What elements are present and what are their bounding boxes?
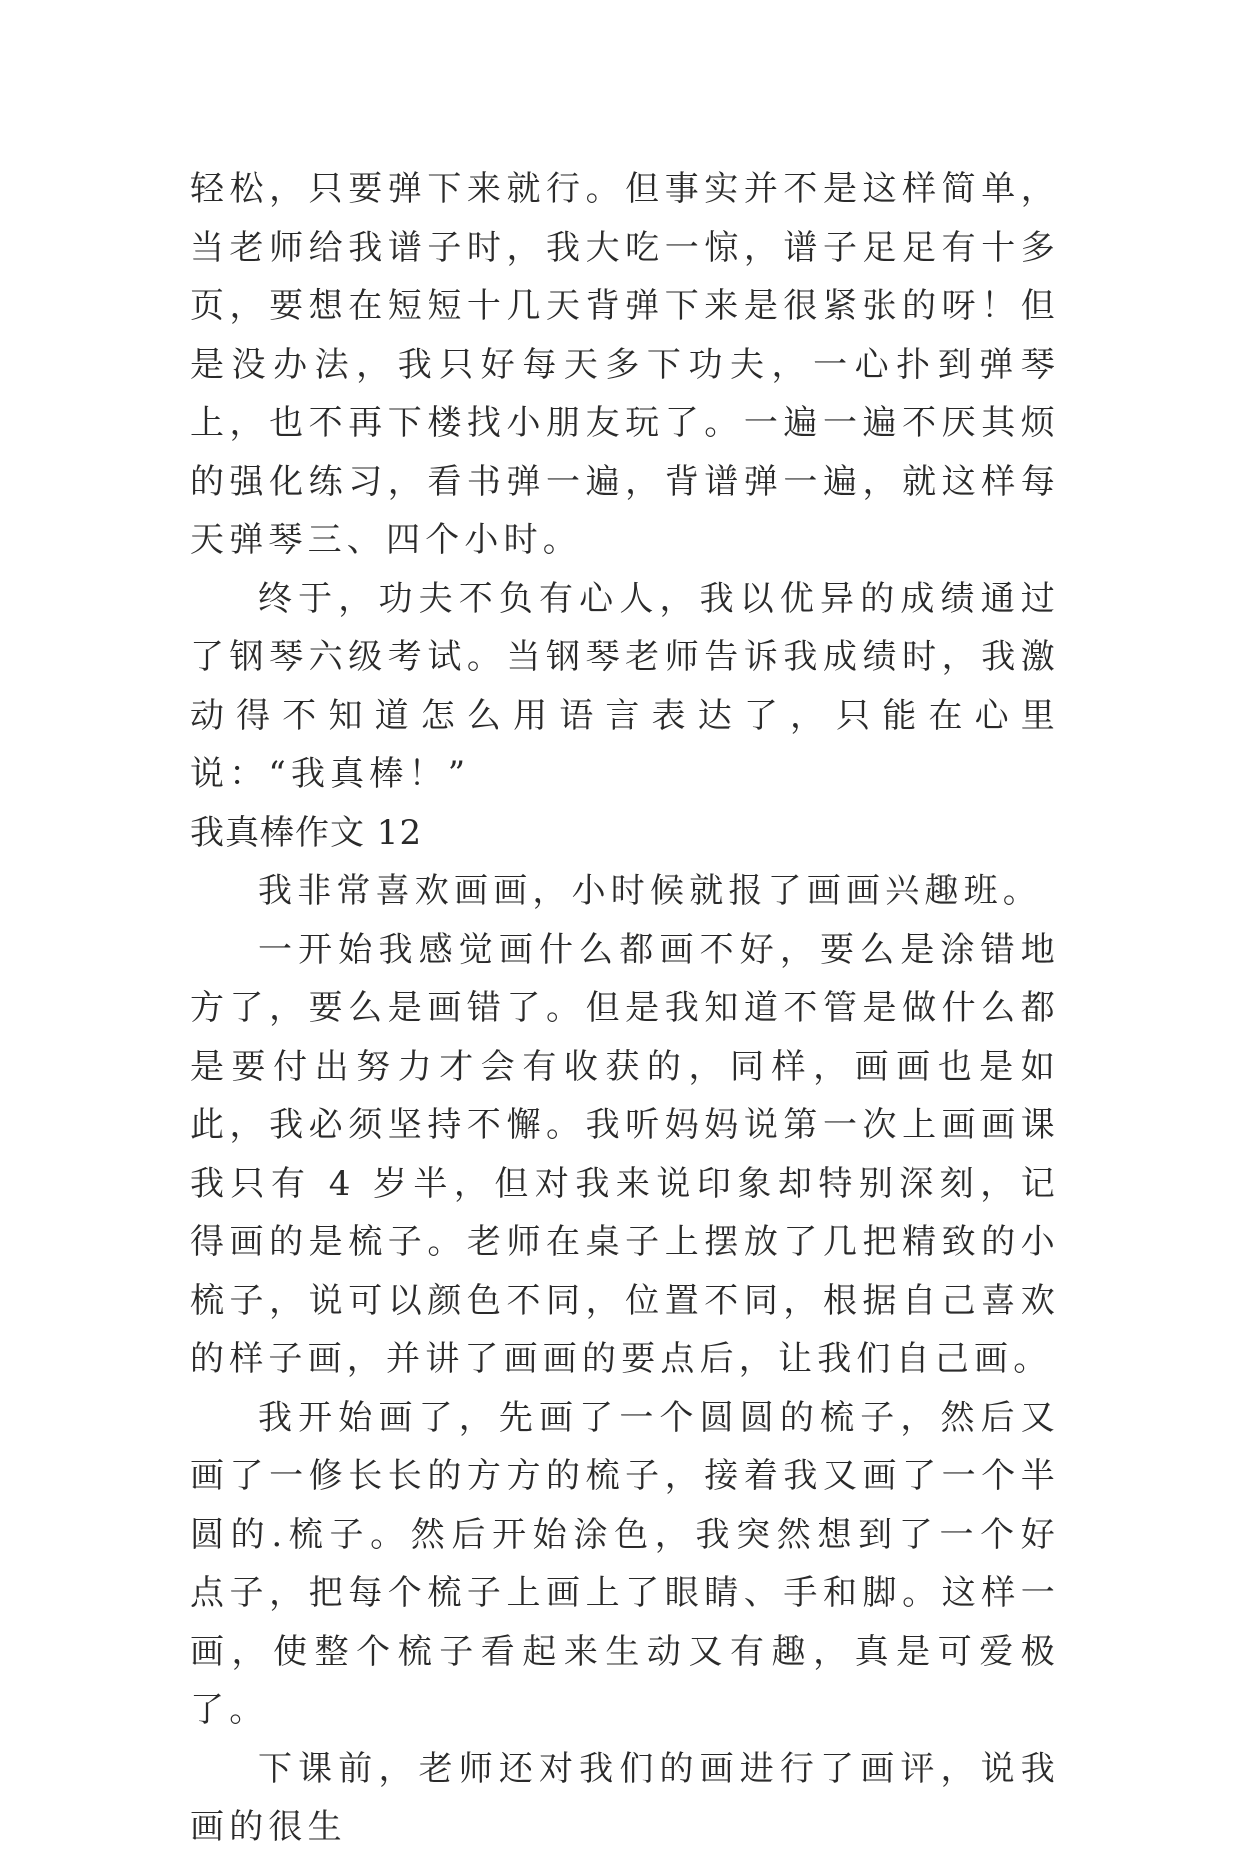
- paragraph-4: 一开始我感觉画什么都画不好，要么是涂错地方了，要么是画错了。但是我知道不管是做什么都是要付出努力才会有收获的，同样，画画也是如此，我必须坚持不懈。我听妈妈说第一次上画画课我只有 4 岁半，但对我来说印象却特别深刻，记得画的是梳子。老师在桌子上摆放了几把精致的小梳子，说可以颜色不同，位置不同，根据自己喜欢的样子画，并讲了画画的要点后，让我们自己画。: [190, 929, 1060, 1379]
- paragraph-2: 终于，功夫不负有心人，我以优异的成绩通过了钢琴六级考试。当钢琴老师告诉我成绩时，我激动得不知道怎么用语言表达了，只能在心里说：“我真棒！”: [190, 578, 1060, 794]
- paragraph-1: 轻松，只要弹下来就行。但事实并不是这样简单，当老师给我谱子时，我大吃一惊，谱子足足有十多页，要想在短短十几天背弹下来是很紧张的呀！但是没办法，我只好每天多下功夫，一心扑到弹琴上，也不再下楼找小朋友玩了。一遍一遍不厌其烦的强化练习，看书弹一遍，背谱弹一遍，就这样每天弹琴三、四个小时。: [190, 169, 1060, 560]
- paragraph-6: 下课前，老师还对我们的画进行了画评，说我画的很生: [190, 1748, 1060, 1847]
- paragraph-5: 我开始画了，先画了一个圆圆的梳子，然后又画了一修长长的方方的梳子，接着我又画了一个半圆的.梳子。然后开始涂色，我突然想到了一个好点子，把每个梳子上画上了眼睛、手和脚。这样一画，使整个梳子看起来生动又有趣，真是可爱极了。: [190, 1397, 1060, 1730]
- document-body: [190, 160, 1060, 1857]
- paragraph-3: 我非常喜欢画画，小时候就报了画画兴趣班。: [258, 871, 1042, 911]
- section-title: 我真棒作文 12: [190, 812, 423, 853]
